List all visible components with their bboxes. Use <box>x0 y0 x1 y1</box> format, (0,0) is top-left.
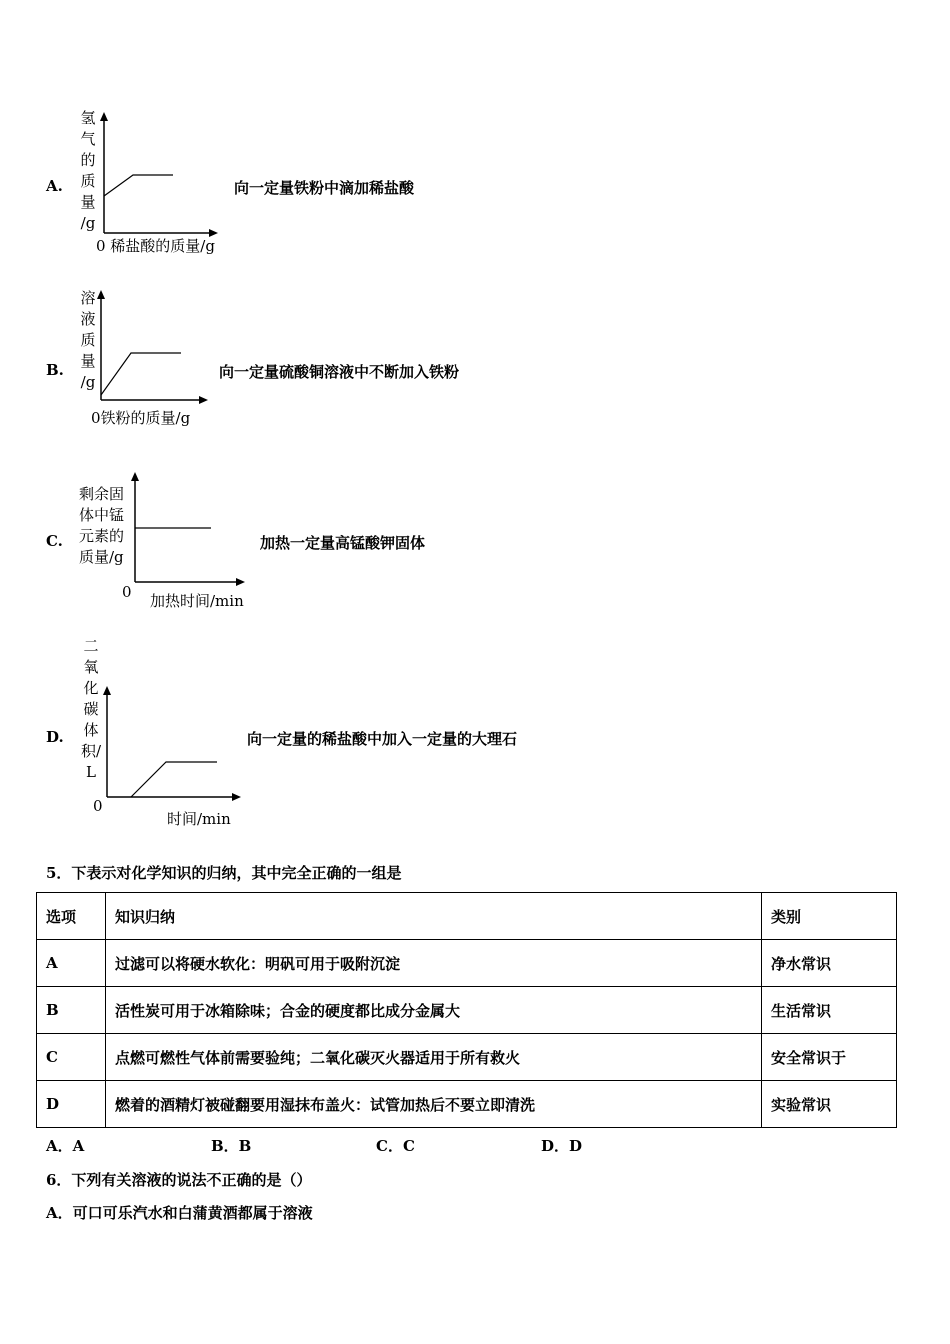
origin-label: 0 <box>122 583 132 601</box>
table-cell: 活性炭可用于冰箱除味；合金的硬度都比成分金属大 <box>106 987 762 1034</box>
choice-a[interactable]: A．A <box>46 1137 85 1155</box>
option-description: 向一定量铁粉中滴加稀盐酸 <box>234 179 415 197</box>
question-5-choices <box>46 1135 706 1156</box>
header-cell: 知识归纳 <box>106 893 762 940</box>
option-letter: D. <box>46 728 64 746</box>
option-description: 向一定量硫酸铜溶液中不断加入铁粉 <box>219 363 460 381</box>
table-cell: 净水常识 <box>762 940 897 987</box>
knowledge-table <box>36 892 897 1128</box>
table-row <box>37 940 897 987</box>
option-letter: A. <box>46 177 63 195</box>
question-5-stem: 5．下表示对化学知识的归纳，其中完全正确的一组是 <box>46 864 402 882</box>
x-axis-label: 时间/min <box>167 810 231 828</box>
x-axis-label: 0铁粉的质量/g <box>91 409 191 427</box>
table-cell: A <box>37 940 106 987</box>
y-axis-label: 二 氧 化 碳 体 积/ L <box>80 637 102 781</box>
x-axis-label: 0 稀盐酸的质量/g <box>96 237 215 255</box>
option-letter: C. <box>46 532 63 550</box>
table-cell: 燃着的酒精灯被碰翻要用湿抹布盖火：试管加热后不要立即清洗 <box>106 1081 762 1128</box>
table-cell: 生活常识 <box>762 987 897 1034</box>
table-cell: 点燃可燃性气体前需要验纯；二氧化碳灭火器适用于所有救火 <box>106 1034 762 1081</box>
table-cell: B <box>37 987 106 1034</box>
question-6-stem: 6．下列有关溶液的说法不正确的是（） <box>46 1171 312 1189</box>
table-row <box>37 1081 897 1128</box>
option-description: 加热一定量高锰酸钾固体 <box>260 534 426 552</box>
table-cell: 过滤可以将硬水软化：明矾可用于吸附沉淀 <box>106 940 762 987</box>
origin-label: 0 <box>93 797 103 815</box>
option-description: 向一定量的稀盐酸中加入一定量的大理石 <box>247 730 518 748</box>
header-cell: 选项 <box>37 893 106 940</box>
table-row <box>37 987 897 1034</box>
table-header-row <box>37 893 897 940</box>
x-axis-label: 加热时间/min <box>150 592 244 610</box>
table-cell: 安全常识于 <box>762 1034 897 1081</box>
y-axis-label: 剩余固 体中锰 元素的 质量/g <box>79 485 125 566</box>
table-cell: 实验常识 <box>762 1081 897 1128</box>
table-row <box>37 1034 897 1081</box>
question-6-option-a[interactable]: A．可口可乐汽水和白蒲黄酒都属于溶液 <box>46 1204 313 1222</box>
y-axis-label: 溶 液 质 量 /g <box>80 289 96 391</box>
option-letter: B. <box>46 361 64 379</box>
header-cell: 类别 <box>762 893 897 940</box>
y-axis-label: 氢 气 的 质 量 /g <box>80 109 96 232</box>
choice-c[interactable]: C．C <box>376 1137 415 1155</box>
table-cell: C <box>37 1034 106 1081</box>
choice-d[interactable]: D．D <box>541 1137 583 1155</box>
choice-b[interactable]: B．B <box>211 1137 252 1155</box>
table-cell: D <box>37 1081 106 1128</box>
